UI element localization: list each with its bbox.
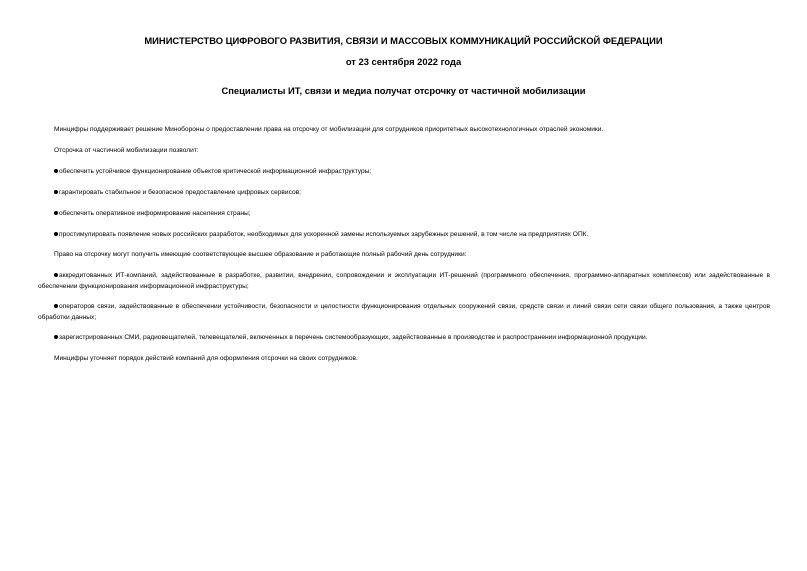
bullet-dot-icon	[54, 211, 58, 215]
bullet-item	[38, 209, 770, 220]
bullet-item-text: операторов связи, задействованные в обеспечении устойчивости, безопасности и целостности функционирования отдельных сооружений связи, средств связи и линий связи сети связи общего пользования, а также центров обработки данных;	[38, 303, 770, 321]
paragraph-eligibility: Право на отсрочку могут получить имеющие соответствующее высшее образование и работающие полный рабочий день сотрудники:	[54, 251, 467, 258]
bullet-item	[38, 188, 770, 199]
bullet-item	[38, 333, 770, 344]
bullet-item	[38, 230, 770, 241]
bullet-dot-icon	[54, 335, 58, 339]
bullet-dot-icon	[54, 273, 58, 277]
bullet-item-text: аккредитованных ИТ-компаний, задействованные в разработке, развитии, внедрении, сопровождении и эксплуатации ИТ-решений (программного обеспечения, программно-аппаратных комплексов) или задействованные в обеспечении функционирования информационной инфраструктуры;	[38, 272, 770, 290]
bullet-item	[38, 302, 770, 323]
document-title: Специалисты ИТ, связи и медиа получат отсрочку от частичной мобилизации	[221, 85, 586, 96]
bullet-item-text: зарегистрированных СМИ, радиовещателей, телевещателей, включенных в перечень системообразующих, задействованные в производстве и распространении информационной продукции.	[59, 334, 648, 341]
bullet-item	[38, 167, 770, 178]
bullet-dot-icon	[54, 304, 58, 308]
paragraph-intro: Минцифры поддерживает решение Минобороны о предоставлении права на отсрочку от мобилизации для сотрудников приоритетных высокотехнологичных отраслей экономики.	[54, 126, 604, 133]
ministry-heading: МИНИСТЕРСТВО ЦИФРОВОГО РАЗВИТИЯ, СВЯЗИ И МАССОВЫХ КОММУНИКАЦИЙ РОССИЙСКОЙ ФЕДЕРАЦИИ	[144, 35, 663, 46]
paragraph-closing: Минцифры уточняет порядок действий компаний для оформления отсрочки на своих сотрудников.	[54, 355, 358, 362]
bullet-dot-icon	[54, 232, 58, 236]
bullet-item-text: гарантировать стабильное и безопасное предоставление цифровых сервисов;	[59, 189, 301, 196]
paragraph-deferral-allows: Отсрочка от частичной мобилизации позволит:	[54, 147, 199, 154]
bullet-item	[38, 271, 770, 292]
document-date: от 23 сентября 2022 года	[345, 56, 462, 67]
bullet-item-text: простимулировать появление новых российских разработок, необходимых для ускоренной замены используемых зарубежных решений, в том числе на предприятиях ОПК.	[59, 231, 589, 238]
bullet-dot-icon	[54, 169, 58, 173]
bullet-item-text: обеспечить оперативное информирование населения страны;	[59, 210, 251, 217]
bullet-item-text: обеспечить устойчивое функционирование объектов критической информационной инфраструктуры;	[59, 168, 372, 175]
bullet-dot-icon	[54, 190, 58, 194]
